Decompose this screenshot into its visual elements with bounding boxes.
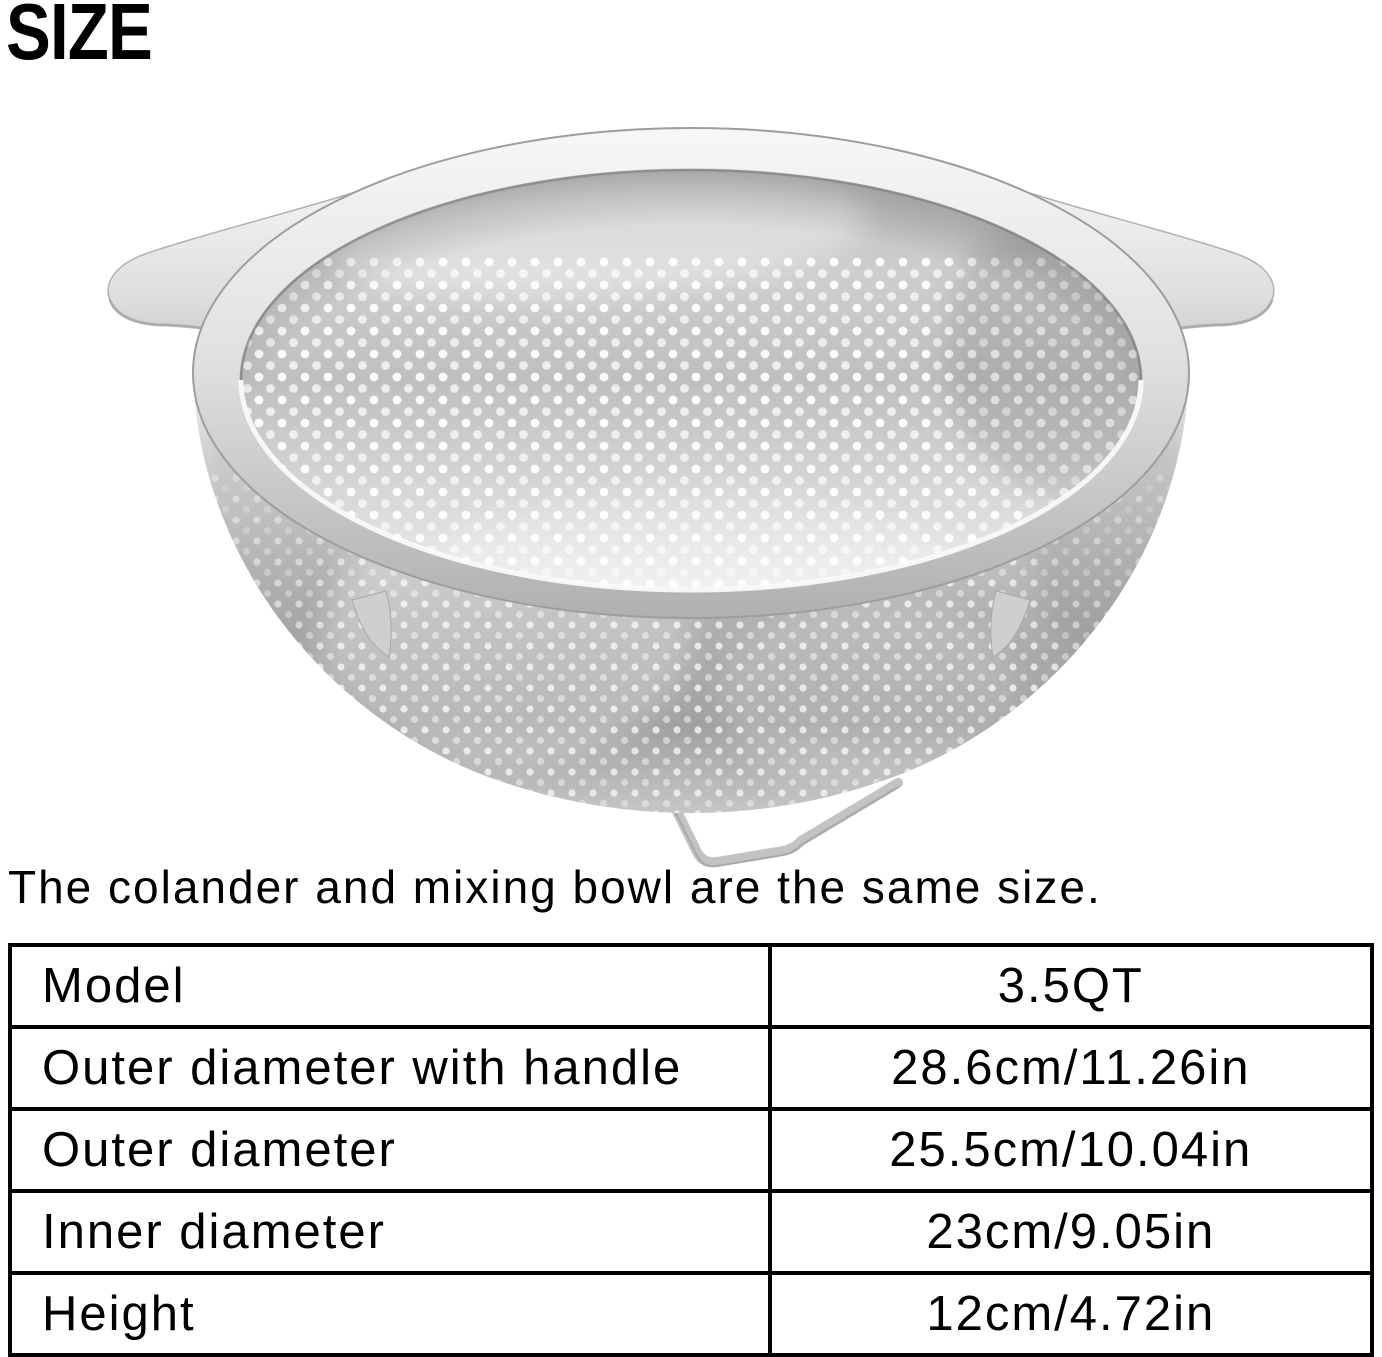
spec-label: Model bbox=[10, 945, 770, 1027]
table-row-outer-diameter bbox=[10, 1109, 1372, 1191]
page-title: SIZE bbox=[6, 0, 153, 76]
spec-label: Height bbox=[10, 1273, 770, 1355]
spec-label: Outer diameter bbox=[10, 1109, 770, 1191]
spec-label: Inner diameter bbox=[10, 1191, 770, 1273]
spec-label: Outer diameter with handle bbox=[10, 1027, 770, 1109]
colander-illustration bbox=[0, 95, 1382, 870]
spec-value: 25.5cm/10.04in bbox=[770, 1109, 1372, 1191]
spec-value: 12cm/4.72in bbox=[770, 1273, 1372, 1355]
table-row-outer-diameter-with-handle bbox=[10, 1027, 1372, 1109]
spec-value: 28.6cm/11.26in bbox=[770, 1027, 1372, 1109]
product-photo-colander bbox=[0, 95, 1382, 870]
spec-value: 23cm/9.05in bbox=[770, 1191, 1372, 1273]
table-row-height bbox=[10, 1273, 1372, 1355]
caption-text: The colander and mixing bowl are the same size. bbox=[8, 861, 1102, 913]
size-spec-table bbox=[8, 943, 1374, 1357]
table-row-model bbox=[10, 945, 1372, 1027]
table-row-inner-diameter bbox=[10, 1191, 1372, 1273]
spec-value: 3.5QT bbox=[770, 945, 1372, 1027]
